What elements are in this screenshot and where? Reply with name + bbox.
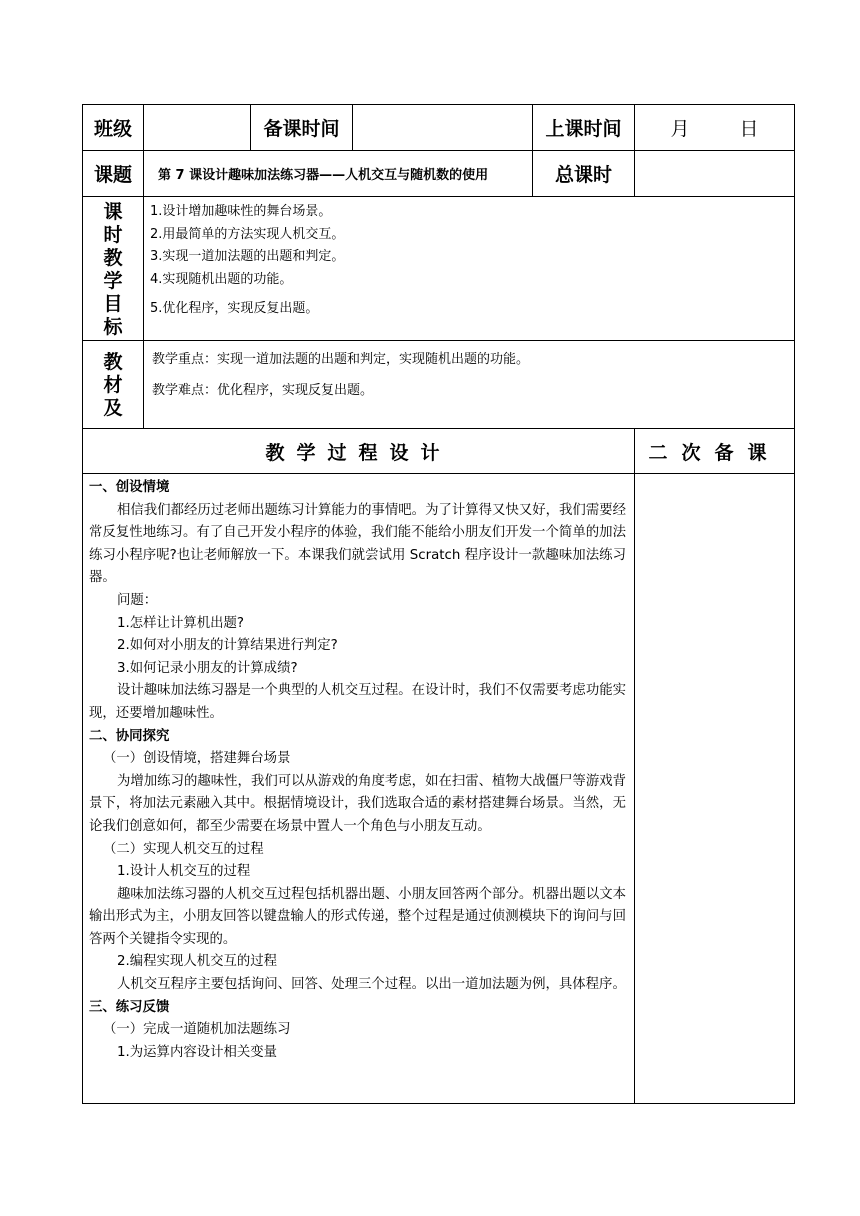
paragraph: 相信我们都经历过老师出题练习计算能力的事情吧。为了计算得又快又好，我们需要经常反复性地练习。有了自己开发小程序的体验，我们能不能给小朋友们开发一个简单的加法练习小程序呢?也让老师解放一下。本课我们就尝试用 Scratch 程序设计一款趣味加法练习器。 bbox=[89, 502, 626, 586]
paragraph: 人机交互程序主要包括询问、回答、处理三个过程。以出一道加法题为例，具体程序。 bbox=[117, 977, 626, 993]
secondary-prep-notes bbox=[635, 474, 795, 1104]
materials-content bbox=[144, 341, 795, 429]
process-content bbox=[83, 474, 635, 1104]
list-item: 2.编程实现人机交互的过程 bbox=[117, 954, 278, 970]
objectives-list bbox=[144, 197, 795, 341]
objective-item: 1.设计增加趣味性的舞台场景。 bbox=[150, 204, 332, 219]
class-label: 班级 bbox=[83, 105, 144, 151]
section-heading: 三、练习反馈 bbox=[89, 999, 170, 1015]
paragraph: 为增加练习的趣味性，我们可以从游戏的角度考虑，如在扫雷、植物大战僵尸等游戏背景下，将加法元素融入其中。根据情境设计，我们选取合适的素材搭建舞台场景。当然，无论我们创意如何，都至少需要在场景中置人一个角色与小朋友互动。 bbox=[89, 773, 626, 834]
objective-item: 4.实现随机出题的功能。 bbox=[150, 271, 293, 287]
difficulty-point: 教学难点：优化程序，实现反复出题。 bbox=[152, 383, 374, 398]
class-time-label: 上课时间 bbox=[533, 105, 635, 151]
prep-time-value bbox=[353, 105, 533, 151]
section-heading: 二、协同探究 bbox=[89, 728, 170, 744]
objective-item: 3.实现一道加法题的出题和判定。 bbox=[150, 249, 345, 264]
paragraph: 问题： bbox=[117, 592, 158, 608]
class-value bbox=[144, 105, 251, 151]
subsection-heading: （一）创设情境，搭建舞台场景 bbox=[103, 751, 291, 767]
topic-row bbox=[83, 151, 795, 197]
list-item: 1.怎样让计算机出题? bbox=[117, 615, 245, 631]
paragraph: 设计趣味加法练习器是一个典型的人机交互过程。在设计时，我们不仅需要考虑功能实现，还要增加趣味性。 bbox=[89, 683, 626, 721]
materials-label: 教材及 bbox=[83, 341, 144, 429]
total-hours-label: 总课时 bbox=[533, 151, 635, 197]
paragraph: 趣味加法练习器的人机交互过程包括机器出题、小朋友回答两个部分。机器出题以文本输出形式为主，小朋友回答以键盘输人的形式传递，整个过程是通过侦测模块下的询问与回答两个关键指令实现的。 bbox=[89, 886, 626, 947]
month-label: 月 bbox=[670, 118, 690, 140]
section-heading: 一、创设情境 bbox=[89, 480, 170, 495]
list-item: 2.如何对小朋友的计算结果进行判定? bbox=[117, 638, 338, 654]
subsection-heading: （一）完成一道随机加法题练习 bbox=[103, 1022, 291, 1038]
process-body-row bbox=[83, 474, 795, 1104]
materials-row bbox=[83, 341, 795, 429]
topic-label: 课题 bbox=[83, 151, 144, 197]
subsection-heading: （二）实现人机交互的过程 bbox=[103, 841, 264, 857]
day-label: 日 bbox=[739, 118, 759, 140]
prep-time-label: 备课时间 bbox=[251, 105, 353, 151]
lesson-plan-table bbox=[82, 104, 795, 1104]
objectives-label: 课时教学目标 bbox=[83, 197, 144, 341]
objective-item: 5.优化程序，实现反复出题。 bbox=[150, 301, 319, 316]
process-header-row bbox=[83, 429, 795, 474]
key-point: 教学重点：实现一道加法题的出题和判定，实现随机出题的功能。 bbox=[152, 352, 530, 367]
process-title: 教学过程设计 bbox=[83, 429, 635, 474]
list-item: 1.为运算内容设计相关变量 bbox=[117, 1044, 278, 1060]
objectives-row bbox=[83, 197, 795, 341]
secondary-prep-title: 二次备课 bbox=[635, 429, 795, 474]
list-item: 1.设计人机交互的过程 bbox=[117, 864, 251, 880]
class-time-value bbox=[635, 105, 795, 151]
topic-value: 第 7 课设计趣味加法练习器——人机交互与随机数的使用 bbox=[144, 151, 533, 197]
header-row bbox=[83, 105, 795, 151]
objective-item: 2.用最简单的方法实现人机交互。 bbox=[150, 226, 345, 242]
list-item: 3.如何记录小朋友的计算成绩? bbox=[117, 660, 298, 676]
total-hours-value bbox=[635, 151, 795, 197]
